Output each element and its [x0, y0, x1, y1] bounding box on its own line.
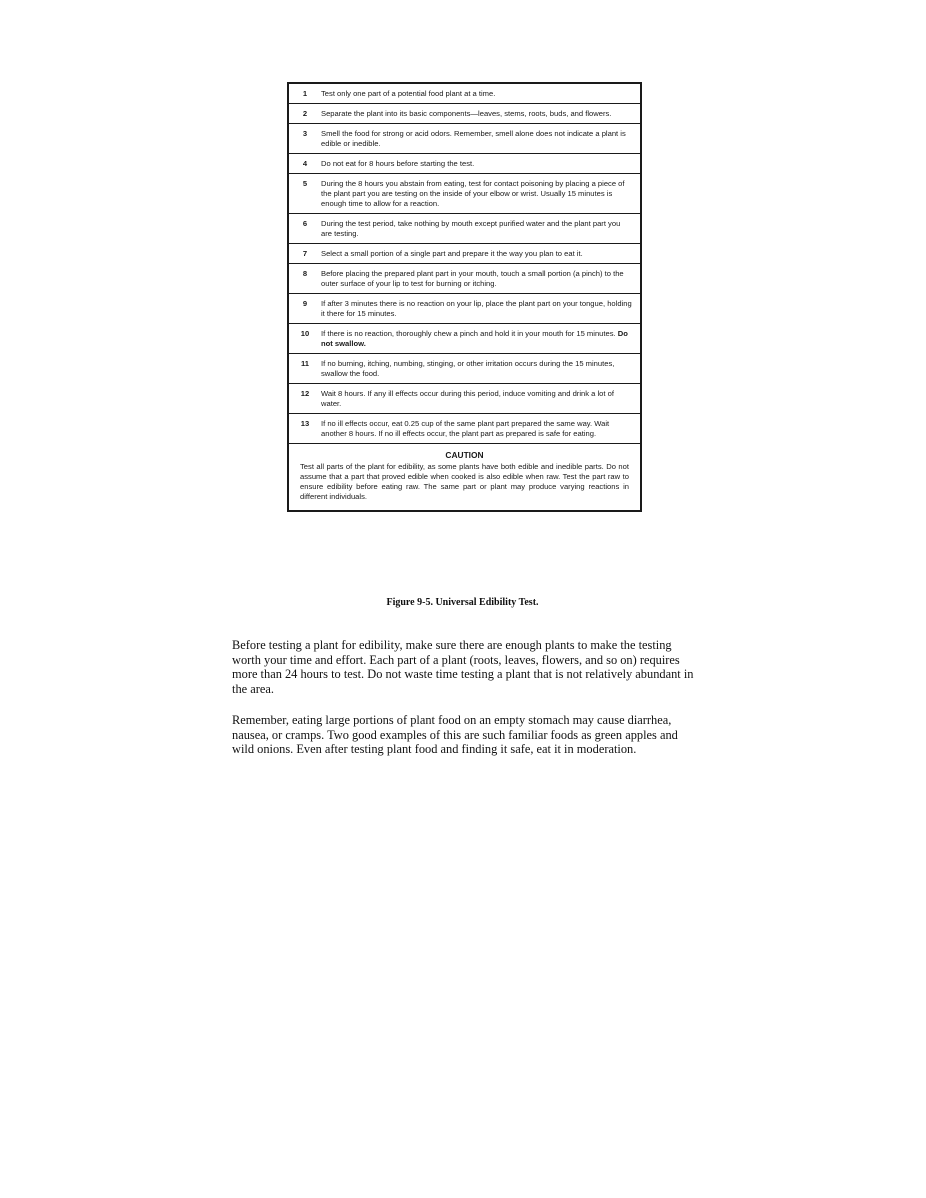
step-number: 6 — [302, 219, 308, 228]
body-paragraph: Remember, eating large portions of plant food on an empty stomach may cause diarrhea, nausea, or cramps. Two good examples of this are such familiar foods as green apples and wild onions. Even after testing plant food and finding it safe, eat it in moderation. — [232, 713, 678, 757]
figure-caption: Figure 9-5. Universal Edibility Test. — [386, 597, 539, 608]
step-text: During the 8 hours you abstain from eating, test for contact poisoning by placing a piece of the plant part you are testing on the inside of your elbow or wrist. Usually 15 minutes is enough time to allow for a reaction. — [321, 179, 625, 208]
step-number: 12 — [300, 389, 310, 398]
step-number: 2 — [302, 109, 308, 118]
table-row — [289, 324, 640, 354]
step-text — [321, 329, 632, 349]
step-text: Test only one part of a potential food plant at a time. — [321, 89, 496, 98]
step-text: Select a small portion of a single part and prepare it the way you plan to eat it. — [321, 249, 583, 258]
caution-box — [289, 444, 640, 510]
caution-text: Test all parts of the plant for edibility, as some plants have both edible and inedible parts. Do not assume that a part that proved edible when cooked is also edible when raw. Test the part raw to ensure edibility before eating raw. The same part or plant may produce varying reactions in different individuals. — [300, 462, 629, 501]
table-row — [289, 264, 640, 294]
step-number: 10 — [300, 329, 310, 338]
step-number: 4 — [302, 159, 308, 168]
step-number: 9 — [302, 299, 308, 308]
step-text: Before placing the prepared plant part in your mouth, touch a small portion (a pinch) to the outer surface of your lip to test for burning or itching. — [321, 269, 624, 288]
step-number: 5 — [302, 179, 308, 188]
step-number: 13 — [300, 419, 310, 428]
edibility-test-table — [287, 82, 642, 512]
table-row — [289, 354, 640, 384]
step-text: Separate the plant into its basic components—leaves, stems, roots, buds, and flowers. — [321, 109, 612, 118]
table-row — [289, 414, 640, 444]
table-row — [289, 214, 640, 244]
step-number: 11 — [300, 359, 310, 368]
table-row — [289, 104, 640, 124]
step-number: 7 — [302, 249, 308, 258]
step-text: Wait 8 hours. If any ill effects occur during this period, induce vomiting and drink a lot of water. — [321, 389, 614, 408]
step-text-main: If there is no reaction, thoroughly chew a pinch and hold it in your mouth for 15 minutes. — [321, 329, 616, 338]
step-text: During the test period, take nothing by mouth except purified water and the plant part you are testing. — [321, 219, 621, 238]
body-paragraph: Before testing a plant for edibility, make sure there are enough plants to make the testing worth your time and effort. Each part of a plant (roots, leaves, flowers, and so on) requires more than 24 hours to test. Do not waste time testing a plant that is not relatively abundant in the area. — [232, 638, 694, 696]
step-number: 1 — [302, 89, 308, 98]
step-text: If no ill effects occur, eat 0.25 cup of the same plant part prepared the same way. Wait another 8 hours. If no ill effects occur, the plant part as prepared is safe for eating. — [321, 419, 610, 438]
step-text: If after 3 minutes there is no reaction on your lip, place the plant part on your tongue, holding it there for 15 minutes. — [321, 299, 632, 318]
step-text: Do not eat for 8 hours before starting the test. — [321, 159, 475, 168]
table-row — [289, 84, 640, 104]
table-row — [289, 174, 640, 214]
do-not-swallow-warning: Do not swallow. — [321, 329, 628, 348]
step-number: 3 — [302, 129, 308, 138]
table-row — [289, 154, 640, 174]
caution-title: CAUTION — [445, 450, 484, 460]
table-row — [289, 244, 640, 264]
step-number: 8 — [302, 269, 308, 278]
table-row — [289, 124, 640, 154]
step-text: If no burning, itching, numbing, stinging, or other irritation occurs during the 15 minutes, swallow the food. — [321, 359, 615, 378]
step-text: Smell the food for strong or acid odors. Remember, smell alone does not indicate a plant is edible or inedible. — [321, 129, 626, 148]
table-row — [289, 294, 640, 324]
table-row — [289, 384, 640, 414]
